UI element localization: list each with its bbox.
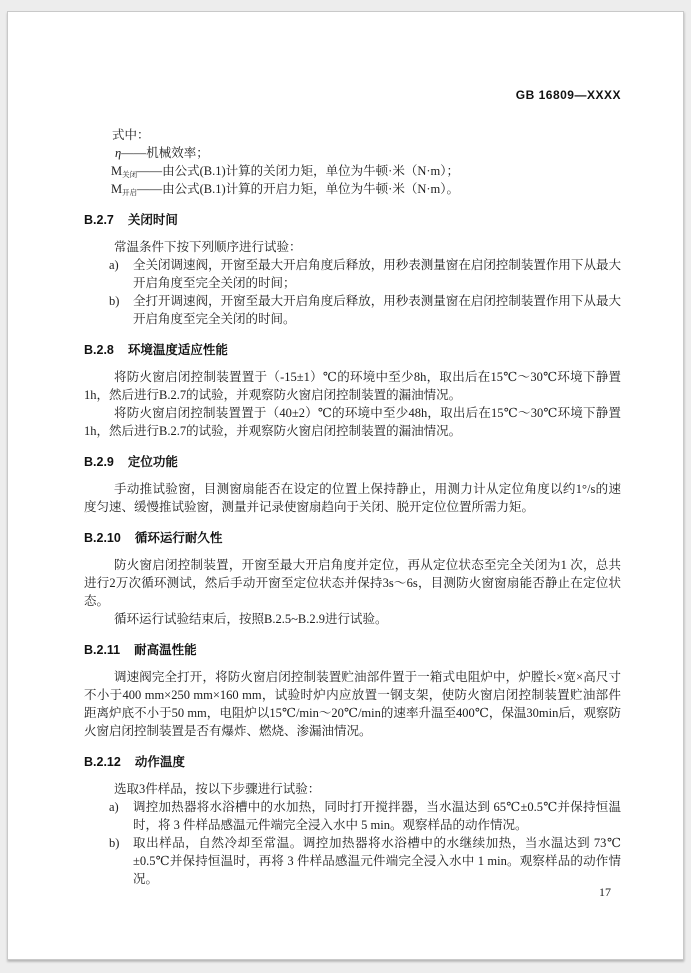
section-heading — [84, 453, 621, 471]
list-item — [84, 256, 621, 292]
section-number: B.2.11 — [84, 643, 121, 657]
section-title: 循环运行耐久性 — [134, 531, 223, 545]
list-item — [84, 292, 621, 328]
legend-item-m-open — [84, 180, 621, 198]
legend-intro: 式中： — [112, 128, 150, 142]
symbol-eta: η — [115, 146, 122, 160]
list-item-text: 调控加热器将水浴槽中的水加热，同时打开搅拌器，当水温达到 65℃±0.5℃并保持恒温时，将 3 件样品感温元件端完全浸入水中 5 min。观察样品的动作情况。 — [133, 800, 621, 832]
section-number: B.2.10 — [84, 531, 121, 545]
page-number: 17 — [599, 885, 611, 899]
section-title: 定位功能 — [127, 455, 178, 469]
section-paragraph: 将防火窗启闭控制装置置于（40±2）℃的环境中至少48h，取出后在15℃～30℃环境下静置1h，然后进行B.2.7的试验，并观察防火窗启闭控制装置的漏油情况。 — [84, 406, 621, 438]
section-number: B.2.12 — [84, 755, 121, 769]
section-heading — [84, 529, 621, 547]
document-code-header: GB 16809—XXXX — [515, 88, 621, 102]
section-heading — [84, 753, 621, 771]
page-content — [84, 126, 621, 888]
list-item-marker: a) — [109, 258, 119, 272]
ordered-list — [84, 256, 621, 328]
legend-eta-desc: ——机械效率； — [121, 146, 209, 160]
section-b29 — [84, 453, 621, 516]
symbol-m-open: M — [111, 182, 123, 196]
section-intro: 常温条件下按下列顺序进行试验： — [114, 240, 302, 254]
legend-item-m-close — [84, 162, 621, 180]
section-heading — [84, 641, 621, 659]
list-item — [84, 798, 621, 834]
legend-m-close-desc: ——由公式(B.1)计算的关闭力矩，单位为牛顿·米（N·m）； — [137, 164, 459, 178]
list-item-marker: a) — [109, 800, 119, 814]
section-paragraph: 调速阀完全打开，将防火窗启闭控制装置贮油部件置于一箱式电阻炉中，炉膛长×宽×高尺寸不小于400 mm×250 mm×160 mm，试验时炉内应放置一钢支架，使防火窗启闭控制装置贮油部件距离炉底不小于50 mm，电阻炉以15℃/min～20℃/min的速率升温至400℃，保温30min后，观察防火窗启闭控制装置是否有爆炸、燃烧、渗漏油情况。 — [84, 670, 621, 738]
section-number: B.2.7 — [84, 213, 114, 227]
section-title: 环境温度适应性能 — [127, 343, 228, 357]
section-paragraph: 手动推试验窗，目测窗扇能否在设定的位置上保持静止，用测力计从定位角度以约1°/s的速度匀速、缓慢推试验窗，测量并记录使窗扇趋向于关闭、脱开定位位置所需力矩。 — [84, 482, 621, 514]
section-intro: 选取3件样品，按以下步骤进行试验： — [114, 782, 321, 796]
legend-m-open-desc: ——由公式(B.1)计算的开启力矩，单位为牛顿·米（N·m）。 — [137, 182, 459, 196]
list-item — [84, 834, 621, 888]
section-b210 — [84, 529, 621, 628]
legend-item-eta — [84, 144, 621, 162]
section-b27 — [84, 211, 621, 328]
subscript-m-open: 开启 — [122, 188, 138, 197]
subscript-m-close: 关闭 — [122, 170, 138, 179]
section-heading — [84, 211, 621, 229]
list-item-text: 取出样品，自然冷却至常温。调控加热器将水浴槽中的水继续加热，当水温达到 73℃±0.5℃并保持恒温时，再将 3 件样品感温元件端完全浸入水中 1 min。观察样品的动作情况。 — [133, 836, 621, 886]
list-item-marker: b) — [109, 294, 120, 308]
ordered-list — [84, 798, 621, 888]
section-b28 — [84, 341, 621, 440]
symbol-m-close: M — [111, 164, 123, 178]
section-title: 动作温度 — [134, 755, 185, 769]
section-number: B.2.8 — [84, 343, 114, 357]
section-paragraph: 循环运行试验结束后，按照B.2.5~B.2.9进行试验。 — [114, 612, 388, 626]
list-item-marker: b) — [109, 836, 120, 850]
list-item-text: 全关闭调速阀，开窗至最大开启角度后释放，用秒表测量窗在启闭控制装置作用下从最大开启角度至完全关闭的时间； — [133, 258, 621, 290]
section-b212 — [84, 753, 621, 888]
section-title: 耐高温性能 — [134, 643, 197, 657]
document-page — [7, 11, 684, 960]
list-item-text: 全打开调速阀，开窗至最大开启角度后释放，用秒表测量窗在启闭控制装置作用下从最大开启角度至完全关闭的时间。 — [133, 294, 621, 326]
formula-legend — [84, 126, 621, 198]
section-number: B.2.9 — [84, 455, 114, 469]
section-paragraph: 将防火窗启闭控制装置置于（-15±1）℃的环境中至少8h，取出后在15℃～30℃环境下静置1h，然后进行B.2.7的试验，并观察防火窗启闭控制装置的漏油情况。 — [84, 370, 621, 402]
section-paragraph: 防火窗启闭控制装置，开窗至最大开启角度并定位，再从定位状态至完全关闭为1 次，总共进行2万次循环测试，然后手动开窗至定位状态并保持3s～6s，目测防火窗窗扇能否静止在定位状态。 — [84, 558, 621, 608]
section-b211 — [84, 641, 621, 740]
section-title: 关闭时间 — [127, 213, 178, 227]
section-heading — [84, 341, 621, 359]
